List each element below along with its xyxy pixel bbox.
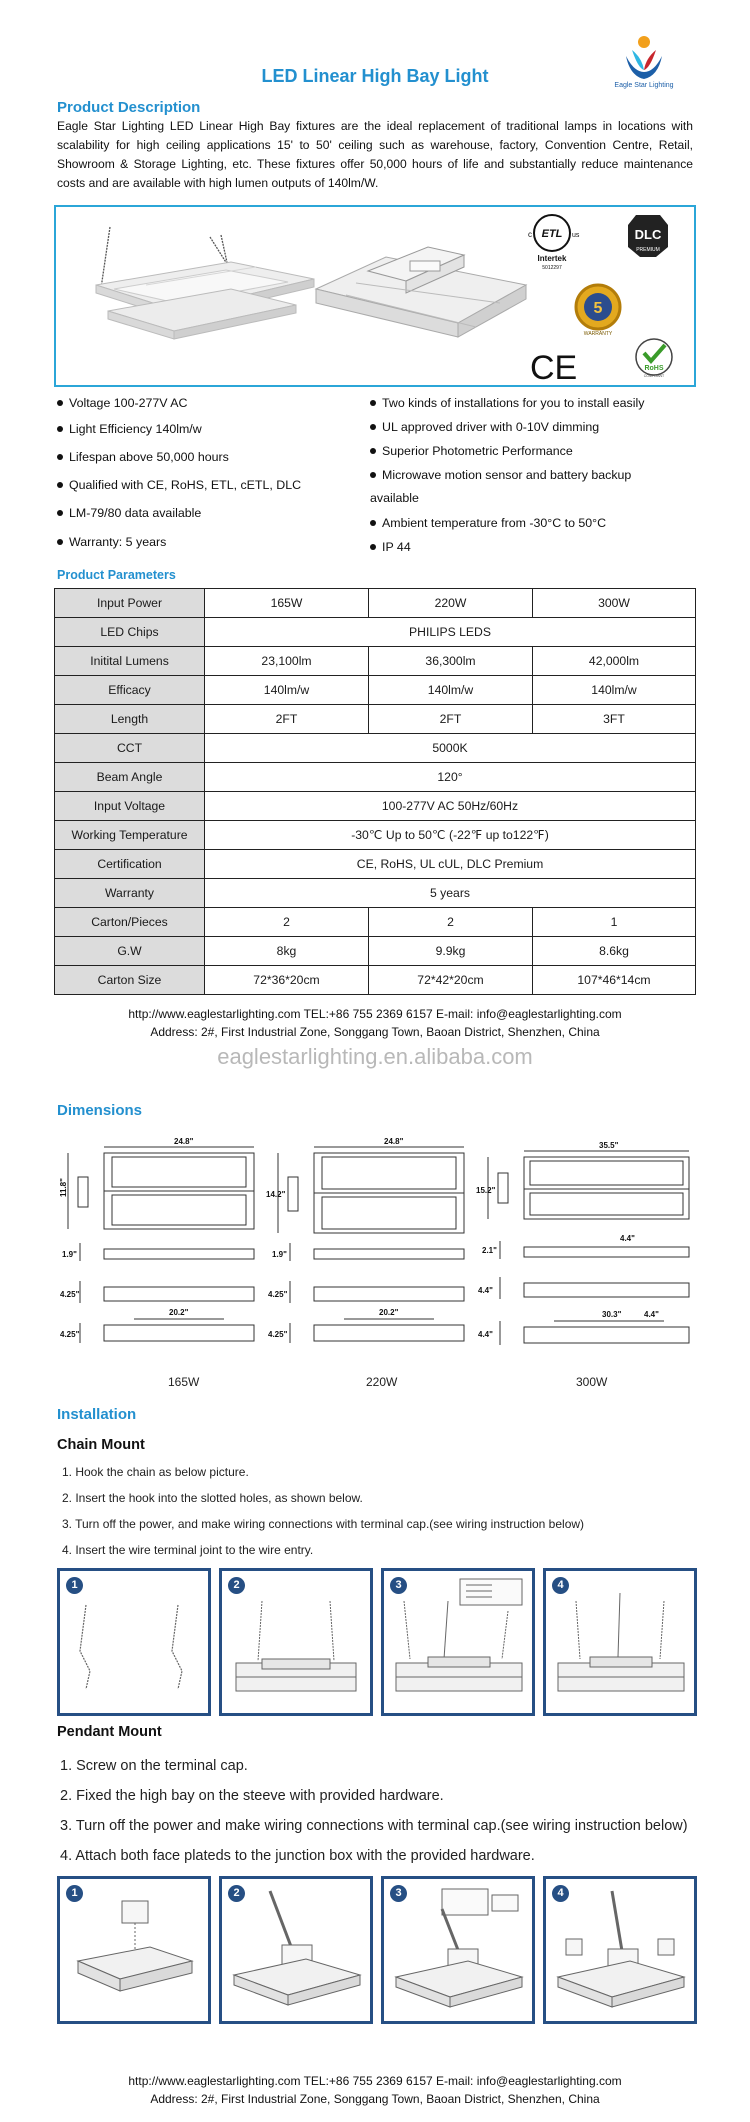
etl-us-text: us xyxy=(572,232,580,239)
terminal-cap-illustration xyxy=(60,1879,208,2021)
bullet-icon xyxy=(57,510,63,516)
param-value: 36,300lm xyxy=(369,647,533,676)
param-value: 140lm/w xyxy=(533,676,696,705)
step-number-badge: 3 xyxy=(390,1885,407,1902)
certification-badges xyxy=(526,207,694,385)
steeve-illustration xyxy=(222,1879,370,2021)
page-title: LED Linear High Bay Light xyxy=(261,66,489,86)
bullet-icon xyxy=(57,539,63,545)
feature-item xyxy=(370,516,606,530)
dim-300-thick-e: 4.4" xyxy=(644,1310,659,1319)
param-value: 220W xyxy=(369,589,533,618)
dim-300-width: 35.5" xyxy=(599,1141,619,1150)
table-row xyxy=(55,908,696,937)
feature-item xyxy=(57,450,229,464)
logo-text: Eagle Star Lighting xyxy=(614,82,674,89)
chain-step: 2. Insert the hook into the slotted holes, as shown below. xyxy=(62,1491,363,1505)
param-label: Efficacy xyxy=(55,676,205,705)
table-row xyxy=(55,792,696,821)
feature-item xyxy=(370,540,411,554)
wiring-illustration xyxy=(384,1571,532,1713)
dim-165-length: 20.2" xyxy=(169,1308,189,1317)
pendant-step: 4. Attach both face plateds to the junction box with the provided hardware. xyxy=(60,1848,535,1864)
param-value: 8.6kg xyxy=(533,937,696,966)
bullet-icon xyxy=(370,520,376,526)
product-description-text: Eagle Star Lighting LED Linear High Bay fixtures are the ideal replacement of traditional lamps in locations with scalability for high ceiling applications 15' to 50' ceiling such as warehouse, factory, Convention Centre, Retail, Showroom & Storage Lighting, etc. These fixtures offer 50,000 hours of life and substantially reduce maintenance costs and are available with high lumen outputs of 140lm/W. xyxy=(57,119,693,190)
pendant-step-panel-4 xyxy=(543,1876,697,2024)
pendant-wiring-illustration xyxy=(384,1879,532,2021)
contact-footer-top xyxy=(0,1005,750,1041)
product-description-heading: Product Description xyxy=(57,99,201,116)
table-row xyxy=(55,589,696,618)
bullet-icon xyxy=(57,400,63,406)
warranty-badge xyxy=(576,285,620,337)
param-label: Initital Lumens xyxy=(55,647,205,676)
param-value: 23,100lm xyxy=(205,647,369,676)
address-line: Address: 2#, First Industrial Zone, Songgang Town, Baoan District, Shenzhen, China xyxy=(150,1025,600,1039)
step-number-badge: 1 xyxy=(66,1577,83,1594)
param-label: G.W xyxy=(55,937,205,966)
ce-mark xyxy=(530,349,577,385)
product-image-box xyxy=(54,205,696,387)
param-value: -30℃ Up to 50℃ (-22℉ up to122℉) xyxy=(205,821,696,850)
contact-line: http://www.eaglestarlighting.com TEL:+86 755 2369 6157 E-mail: info@eaglestarlighting.com xyxy=(128,1007,622,1021)
feature-text: Voltage 100-277V AC xyxy=(69,396,188,410)
table-row xyxy=(55,850,696,879)
terminal-joint-illustration xyxy=(546,1571,694,1713)
table-row xyxy=(55,647,696,676)
param-value: 9.9kg xyxy=(369,937,533,966)
param-value: 2FT xyxy=(369,705,533,734)
etl-number: 5012297 xyxy=(542,265,562,271)
chain-step: 3. Turn off the power, and make wiring connections with terminal cap.(see wiring instruction below) xyxy=(62,1517,585,1531)
watermark-text: eaglestarlighting.en.alibaba.com xyxy=(217,1044,533,1069)
brand-logo xyxy=(608,32,680,94)
param-value: CE, RoHS, UL cUL, DLC Premium xyxy=(205,850,696,879)
param-label: Certification xyxy=(55,850,205,879)
chain-step-panel-2 xyxy=(219,1568,373,1716)
table-row xyxy=(55,705,696,734)
param-label: CCT xyxy=(55,734,205,763)
param-value: 300W xyxy=(533,589,696,618)
bullet-icon xyxy=(370,448,376,454)
feature-item xyxy=(370,444,573,458)
etl-badge xyxy=(528,215,580,271)
param-value: 1 xyxy=(533,908,696,937)
table-row xyxy=(55,676,696,705)
pendant-step-panel-3 xyxy=(381,1876,535,2024)
feature-item xyxy=(370,420,599,434)
header xyxy=(0,0,750,100)
feature-text: Microwave motion sensor and battery backup xyxy=(382,468,632,482)
param-label: Input Power xyxy=(55,589,205,618)
table-row xyxy=(55,966,696,995)
installation-heading: Installation xyxy=(57,1406,137,1423)
feature-item-continued xyxy=(370,491,419,505)
dim-caption-165w: 165W xyxy=(168,1375,200,1389)
feature-text: Warranty: 5 years xyxy=(69,535,167,549)
feature-text: Ambient temperature from -30°C to 50°C xyxy=(382,516,607,530)
dim-300-height: 15.2" xyxy=(476,1186,496,1195)
dim-220-width: 24.8" xyxy=(384,1137,404,1146)
step-number-badge: 4 xyxy=(552,1885,569,1902)
dim-220-length: 20.2" xyxy=(379,1308,399,1317)
feature-text: available xyxy=(370,491,419,505)
dim-300-thick-a: 2.1" xyxy=(482,1246,497,1255)
param-label: LED Chips xyxy=(55,618,205,647)
chain-step-panel-4 xyxy=(543,1568,697,1716)
chain-hook-illustration xyxy=(60,1571,208,1713)
hook-insert-illustration xyxy=(222,1571,370,1713)
pendant-step: 2. Fixed the high bay on the steeve with provided hardware. xyxy=(60,1788,444,1804)
dim-220-thick-a: 1.9" xyxy=(272,1250,287,1259)
param-label: Length xyxy=(55,705,205,734)
rohs-badge xyxy=(636,339,672,378)
chain-step: 1. Hook the chain as below picture. xyxy=(62,1465,249,1479)
table-row xyxy=(55,937,696,966)
chain-mount-title: Chain Mount xyxy=(57,1437,145,1453)
param-label: Beam Angle xyxy=(55,763,205,792)
param-label: Working Temperature xyxy=(55,821,205,850)
step-number-badge: 2 xyxy=(228,1577,245,1594)
param-value: PHILIPS LEDS xyxy=(205,618,696,647)
face-plate-illustration xyxy=(546,1879,694,2021)
param-value: 42,000lm xyxy=(533,647,696,676)
rohs-text: RoHS xyxy=(644,365,664,372)
bullet-icon xyxy=(370,424,376,430)
feature-text: UL approved driver with 0-10V dimming xyxy=(382,420,600,434)
step-number-badge: 4 xyxy=(552,1577,569,1594)
dim-caption-220w: 220W xyxy=(366,1375,398,1389)
param-value: 100-277V AC 50Hz/60Hz xyxy=(205,792,696,821)
param-label: Carton/Pieces xyxy=(55,908,205,937)
param-value: 140lm/w xyxy=(205,676,369,705)
step-number-badge: 3 xyxy=(390,1577,407,1594)
param-value: 165W xyxy=(205,589,369,618)
feature-text: IP 44 xyxy=(382,540,411,554)
ce-text: CE xyxy=(530,349,578,385)
product-parameters-heading: Product Parameters xyxy=(57,568,176,582)
bullet-icon xyxy=(57,426,63,432)
intertek-text: Intertek xyxy=(537,254,567,263)
chain-step-panel-1 xyxy=(57,1568,211,1716)
pendant-step: 1. Screw on the terminal cap. xyxy=(60,1758,248,1774)
bullet-icon xyxy=(370,400,376,406)
dim-caption-300w: 300W xyxy=(576,1375,608,1389)
feature-item xyxy=(370,468,631,482)
dim-220-thick-c: 4.25" xyxy=(268,1330,288,1339)
dim-165-thick-a: 1.9" xyxy=(62,1250,77,1259)
step-number-badge: 1 xyxy=(66,1885,83,1902)
warranty-years: 5 xyxy=(593,300,603,317)
param-label: Carton Size xyxy=(55,966,205,995)
feature-item xyxy=(57,396,188,410)
dim-165-thick-b: 4.25" xyxy=(60,1290,80,1299)
param-value: 5 years xyxy=(205,879,696,908)
param-value: 120° xyxy=(205,763,696,792)
param-value: 2 xyxy=(369,908,533,937)
rohs-sub-text: COMPLIANT xyxy=(643,374,665,378)
feature-text: Qualified with CE, RoHS, ETL, cETL, DLC xyxy=(69,478,302,492)
param-label: Input Voltage xyxy=(55,792,205,821)
bullet-icon xyxy=(370,472,376,478)
bullet-icon xyxy=(370,544,376,550)
etl-c-text: c xyxy=(528,230,532,239)
param-value: 107*46*14cm xyxy=(533,966,696,995)
table-row xyxy=(55,734,696,763)
dlc-badge xyxy=(628,215,668,257)
feature-text: Superior Photometric Performance xyxy=(382,444,573,458)
eagle-logo-icon xyxy=(608,32,680,82)
feature-item xyxy=(370,396,644,410)
param-value: 72*42*20cm xyxy=(369,966,533,995)
dim-300-thick-c: 4.4" xyxy=(478,1286,493,1295)
pendant-step-panel-2 xyxy=(219,1876,373,2024)
warranty-text: WARRANTY xyxy=(583,331,613,337)
feature-text: Lifespan above 50,000 hours xyxy=(69,450,229,464)
dlc-text: DLC xyxy=(634,227,662,242)
chain-step-panel-3 xyxy=(381,1568,535,1716)
bullet-icon xyxy=(57,454,63,460)
param-value: 3FT xyxy=(533,705,696,734)
param-label: Warranty xyxy=(55,879,205,908)
param-value: 2 xyxy=(205,908,369,937)
address-line: Address: 2#, First Industrial Zone, Songgang Town, Baoan District, Shenzhen, China xyxy=(150,2092,600,2106)
param-value: 5000K xyxy=(205,734,696,763)
feature-item xyxy=(57,478,301,492)
chain-step: 4. Insert the wire terminal joint to the wire entry. xyxy=(62,1543,314,1557)
feature-text: Light Efficiency 140lm/w xyxy=(69,422,202,436)
feature-item xyxy=(57,535,166,549)
contact-footer-bottom xyxy=(0,2072,750,2108)
pendant-step: 3. Turn off the power and make wiring connections with terminal cap.(see wiring instruction below) xyxy=(60,1818,688,1834)
dim-220-height: 14.2" xyxy=(266,1190,286,1199)
pendant-mount-title: Pendant Mount xyxy=(57,1724,162,1740)
feature-item xyxy=(57,422,202,436)
param-value: 2FT xyxy=(205,705,369,734)
dim-220-thick-b: 4.25" xyxy=(268,1290,288,1299)
feature-text: LM-79/80 data available xyxy=(69,506,202,520)
pendant-step-panel-1 xyxy=(57,1876,211,2024)
dim-165-height: 11.8" xyxy=(59,1178,68,1197)
dlc-premium-text: PREMIUM xyxy=(636,247,660,253)
bullet-icon xyxy=(57,482,63,488)
table-row xyxy=(55,763,696,792)
table-row xyxy=(55,618,696,647)
param-value: 8kg xyxy=(205,937,369,966)
param-value: 72*36*20cm xyxy=(205,966,369,995)
contact-line: http://www.eaglestarlighting.com TEL:+86 755 2369 6157 E-mail: info@eaglestarlighting.com xyxy=(128,2074,622,2088)
parameters-table xyxy=(54,588,696,995)
feature-text: Two kinds of installations for you to install easily xyxy=(382,396,645,410)
dim-300-length: 30.3" xyxy=(602,1310,622,1319)
dimension-drawings xyxy=(54,1135,694,1370)
dim-300-thick-d: 4.4" xyxy=(478,1330,493,1339)
step-number-badge: 2 xyxy=(228,1885,245,1902)
dim-165-width: 24.8" xyxy=(174,1137,194,1146)
feature-item xyxy=(57,506,201,520)
dim-165-thick-c: 4.25" xyxy=(60,1330,80,1339)
table-row xyxy=(55,879,696,908)
table-row xyxy=(55,821,696,850)
etl-text: ETL xyxy=(541,228,563,240)
dim-300-thick-b: 4.4" xyxy=(620,1234,635,1243)
dimensions-heading: Dimensions xyxy=(57,1102,143,1119)
param-value: 140lm/w xyxy=(369,676,533,705)
